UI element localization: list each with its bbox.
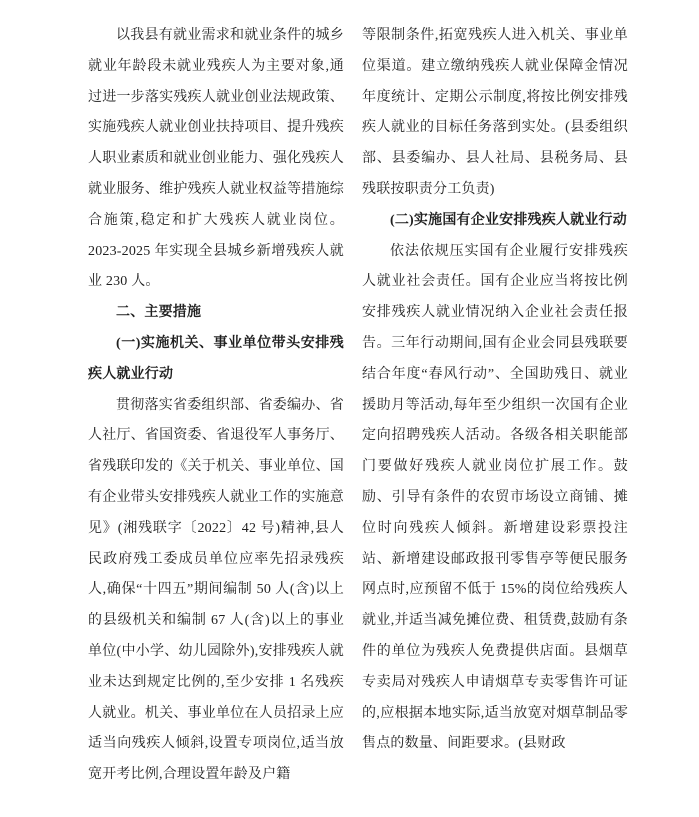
intro-paragraph: 以我县有就业需求和就业条件的城乡就业年龄段未就业残疾人为主要对象,通过进一步落实残疾人就业创业法规政策、实施残疾人就业创业扶持项目、提升残疾人职业素质和就业创业能力、强化残疾人就业服务、维护残疾人就业权益等措施综合施策,稳定和扩大残疾人就业岗位。2023-2025 年实现全县城乡新增残疾人就业 230 人。 — [88, 28, 344, 290]
action-1-paragraph: 贯彻落实省委组织部、省委编办、省人社厅、省国资委、省退役军人事务厅、省残联印发的《关于机关、事业单位、国有企业带头安排残疾人就业工作的实施意见》(湘残联字〔2022〕42 号)精神,县人民政府残工委成员单位应率先招录残疾人,确保“十四五”期间编制 50 人(含)以上的县级机关和编制 67 人(含)以上的事业单位(中小学、幼儿园除外),安排残疾人就业未达到规定比例的,至少安排 1 名残疾人就业。机关、事业单位在人员招录上应适当向残疾人倾斜,设置专项岗位,适当放宽开考比例,合理设置年龄及户籍 — [88, 397, 344, 783]
left-column — [88, 21, 344, 817]
action-1-paragraph-continued: 等限制条件,拓宽残疾人进入机关、事业单位渠道。建立缴纳残疾人就业保障金情况年度统计、定期公示制度,将按比例安排残疾人就业的目标任务落到实处。(县委组织部、县委编办、县人社局、县税务局、县残联按职责分工负责) — [362, 28, 628, 197]
subsection-heading-action-2: (二)实施国有企业安排残疾人就业行动 — [390, 212, 627, 228]
right-column — [362, 21, 628, 817]
section-heading-main-measures: 二、主要措施 — [116, 305, 202, 321]
action-2-paragraph: 依法依规压实国有企业履行安排残疾人就业社会责任。国有企业应当将按比例安排残疾人就业情况纳入企业社会责任报告。三年行动期间,国有企业会同县残联要结合年度“春风行动”、全国助残日、就业援助月等活动,每年至少组织一次国有企业定向招聘残疾人活动。各级各相关职能部门要做好残疾人就业岗位扩展工作。鼓励、引导有条件的农贸市场设立商铺、摊位时向残疾人倾斜。新增建设彩票投注站、新增建设邮政报刊零售亭等便民服务网点时,应预留不低于 15%的岗位给残疾人就业,并适当减免摊位费、租赁费,鼓励有条件的单位为残疾人免费提供店面。县烟草专卖局对残疾人申请烟草专卖零售许可证的,应根据本地实际,适当放宽对烟草制品零售点的数量、间距要求。(县财政 — [362, 243, 628, 752]
subsection-heading-action-1: (一)实施机关、事业单位带头安排残疾人就业行动 — [88, 335, 344, 382]
